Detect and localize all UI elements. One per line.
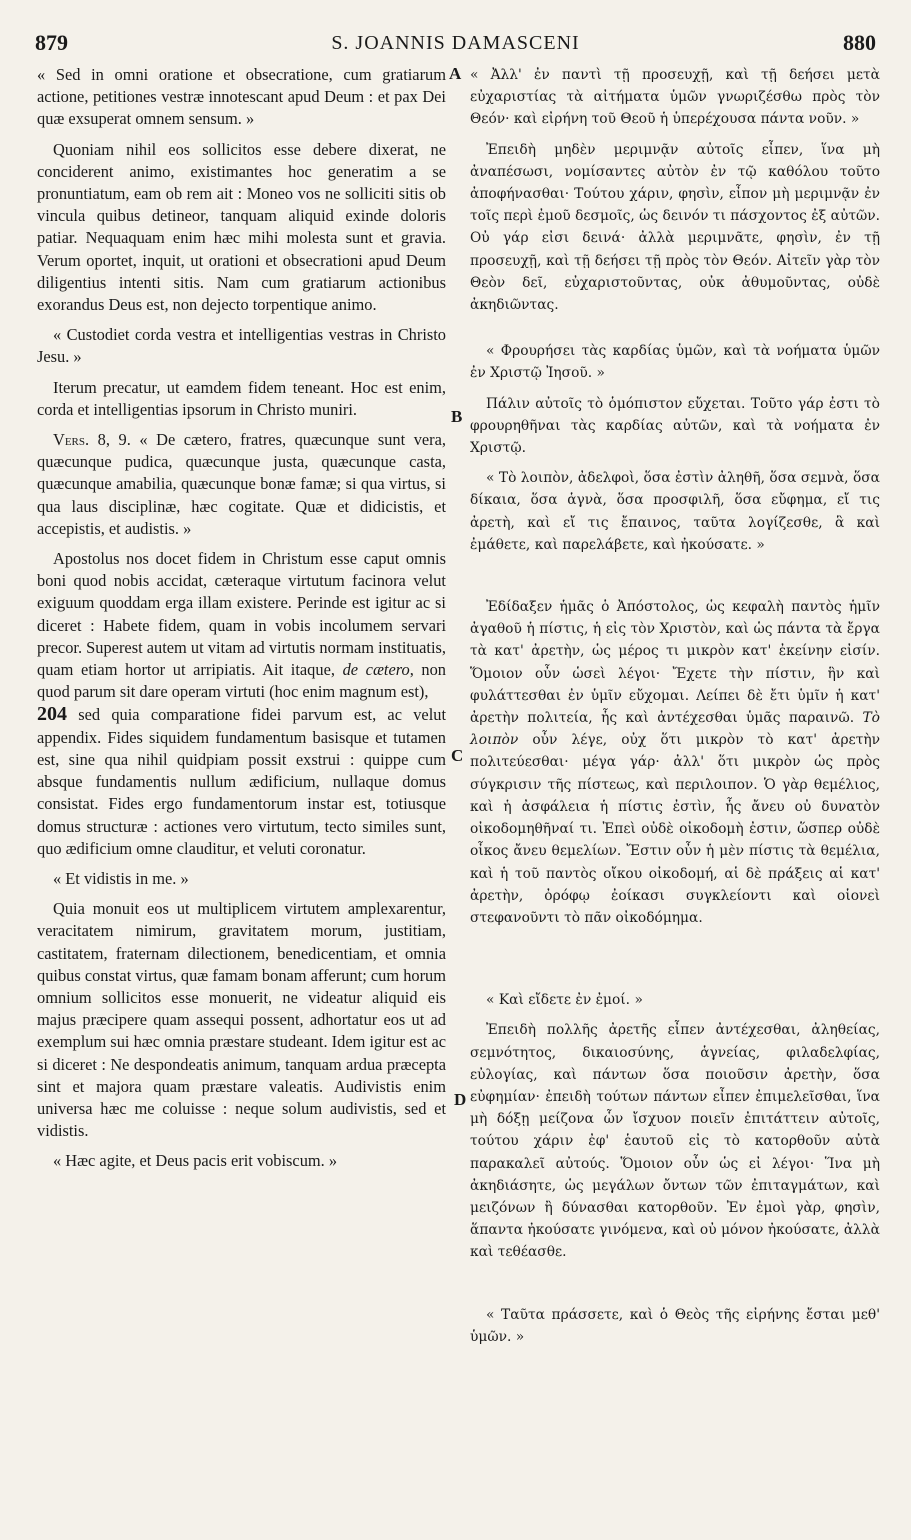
greek-paragraph: [470, 596, 880, 929]
greek-paragraph: « Φρουρήσει τὰς καρδίας ὑμῶν, καὶ τὰ νοήματα ὑμῶν ἐν Χριστῷ Ἰησοῦ. »: [470, 343, 880, 382]
greek-column: [470, 64, 880, 1356]
greek-paragraph: « Ταῦτα πράσσετε, καὶ ὁ Θεὸς τῆς εἰρήνης ἔσται μεθ' ὑμῶν. »: [470, 1306, 880, 1345]
margin-marker-c: C: [451, 746, 464, 765]
latin-verse-text: « De cætero, fratres, quæcunque sunt vera, quæcunque pudica, quæcunque justa, quæcunque casta, quæcunque amabilia, quæcunque bonæ famæ; si qua virtus, si qua laus disciplinæ, hæc cogitate. Quæ et didicistis, et accepistis, et audistis. »: [37, 430, 446, 538]
latin-italic: de cætero: [342, 660, 410, 680]
running-header: [35, 30, 876, 60]
running-title: S. JOANNIS DAMASCENI: [331, 32, 580, 54]
latin-paragraph: Quia monuit eos ut multiplicem virtutem amplexarentur, veracitatem nimirum, gravitatem morum, justitiam, castitatem, fraternam dilectionem, benedicentiam, et omnia quibus constat virtus, quæ famam bonam afferunt; cum horum omnium sollicitos esse monuerit, ne videatur aliquid eis majus præcipere quam assequi possent, adhortatur eos ut ad exemplum sui hæc omnia præstare studeant. Idem igitur est ac si diceret : Ne despondeatis animum, tanquam ardua præcepta sint et majora quam præstare valeatis. Audivistis enim universa hæc me coluisse : neque solum audivistis, sed et vidistis.: [37, 899, 446, 1141]
latin-paragraph: « Hæc agite, et Deus pacis erit vobiscum. »: [53, 1151, 338, 1171]
latin-text: sed quia comparatione fidei parvum est, ac velut appendix. Fides siquidem fundamentum basisque et tutamen est, sine qua nihil quidpiam possit exstrui : quippe cum absque fundamentis nullum ædificium, nullaque domus consistat. Fides ergo fundamentorum instar est, totiusque domus structuræ : actiones vero virtutum, tecto similes sunt, quo ædificium omne clauditur, et veluti coronatur.: [37, 705, 446, 858]
page-number-right: 880: [843, 30, 876, 55]
latin-paragraph: Quoniam nihil eos sollicitos esse debere dixerat, ne conciderent animo, existimantes hoc generatim a se pronuntiatum, eam ob rem ait : Moneo vos ne solliciti sitis ob vincula quibus detineor, tanquam aliquid exinde doloris patiar. Nequaquam enim hæc mihi molesta sunt et gravia. Verum oportet, inquit, ut orationi et obsecrationi apud Deum diligentius intenti sitis. Nam cum gratiarum actionibus exorandus Deus est, non dejecto torpentique animo.: [37, 139, 446, 315]
column-number: 204: [37, 703, 67, 726]
greek-paragraph: Ἐπειδὴ μηδὲν μεριμνᾷν αὐτοῖς εἶπεν, ἵνα μὴ ἀναπέσωσι, νομίσαντες αὐτὸν ἐν τῷ καθόλου τοῦτο ἀποφήνασθαι· Τούτου χάριν, φησὶν, εἶπον μὴ μεριμνᾷν ἐν τοῖς περὶ ἐμοῦ δεσμοῖς, ὡς δεινόν τι πάσχοντος ἐξ αὐτῶν. Οὐ γάρ εἰσι δεινά· ἀλλὰ μεριμνᾶτε, φησὶν, ἐν τῇ προσευχῇ, καὶ τῇ δεήσει τῇ πρὸς τὸν Θεόν. Αἰτεῖν γὰρ τὸν Θεὸν δεῖ, εὐχαριστοῦντας, οὐκ ἀθυμοῦντας, οὐδὲ ἀκηδιῶντας.: [470, 141, 880, 314]
greek-text: οὖν λέγε, οὐχ ὅτι μικρὸν τὸ κατ' ἀρετὴν πολιτεύεσθαι· μέγα γάρ· ἀλλ' ὅτι μικρὸν ὡς πρὸς σύγκρισιν τῆς πίστεως, καὶ περιλοιπον. Ὁ γὰρ θεμέλιος, καὶ ἡ ἀσφάλεια ἡ πίστις ἐστὶν, ἧς ἄνευ οὐ δυνατὸν οἰκοδομηθῆναί τι. Ἐπεὶ οὐδὲ οἰκοδομὴ ἐστιν, ὥσπερ οὐδὲ οἶκος ἄνευ θεμελίων. Ἔστιν οὖν ἡ μὲν πίστις τὰ θεμέλια, καὶ ἡ τοῦ παντὸς οἴκου οἰκοδομή, αἱ δὲ πράξεις αἱ κατ' ἀρετὴν, ὀρόφῳ ἐοίκασι συγκλείοντι καὶ οἱονεὶ στεφανοῦντι τὸ πᾶν οἰκοδόμημα.: [470, 732, 880, 926]
margin-marker-b: B: [451, 407, 463, 426]
latin-paragraph: « Et vidistis in me. »: [53, 868, 189, 888]
greek-paragraph: Ἐπειδὴ πολλῆς ἀρετῆς εἶπεν ἀντέχεσθαι, ἀληθείας, σεμνότητος, δικαιοσύνης, ἁγνείας, φιλαδελφίας, εὐλογίας, καὶ πάντων ὅσα ποιοῦσιν ἀρετὴν, ὅσα εὐφημίαν· ἐπειδὴ τούτων πάντων εἶπεν ἐπιμελεῖσθαι, ἵνα μὴ δόξῃ μείζονα ὧν ἴσχυον ποιεῖν ἐπιτάττειν αὐτοῖς, τούτου χάριν ἐφ' ἑαυτοῦ εἰς τὸ κατορθοῦν αὐτὰ παρακαλεῖ αὐτούς. Ὅμοιον οὖν ὡς εἰ λέγοι· Ἵνα μὴ ἀκηδιάσητε, ὡς μεγάλων ὄντων τῶν ἐπιταγμάτων, καὶ μειζόνων ἢ δύνασθαι κατορθοῦν. Ἐν ἐμοὶ γὰρ, φησὶν, ἅπαντα ἠκούσατε γινόμενα, καὶ οὐ μόνον ἠκούσατε, ἀλλὰ καὶ τεθέασθε.: [470, 1022, 880, 1261]
latin-text: Apostolus nos docet fidem in Christum esse caput omnis boni quod nobis accidat, cæteraque virtutum facinora velut exiguum quoddam erga illam existere. Perinde est igitur ac si diceret : Habete fidem, quam in vobis incolumem servari precor. Superest autem ut vitam ad virtutis normam instituatis, quam etiam hortor ut arripiatis. Ait itaque,: [37, 549, 446, 680]
greek-italic: Τὸ λοιπὸν: [470, 710, 880, 749]
margin-marker-a: A: [449, 64, 462, 83]
latin-paragraph: [37, 429, 446, 540]
latin-paragraph: « Sed in omni oratione et obsecratione, cum gratiarum actione, petitiones vestræ innotescant apud Deum : et pax Dei quæ exsuperat omnem sensum. »: [37, 65, 446, 129]
page-number-left: 879: [35, 30, 68, 55]
greek-paragraph: « Ἀλλ' ἐν παντὶ τῇ προσευχῇ, καὶ τῇ δεήσει μετὰ εὐχαριστίας τὰ αἰτήματα ὑμῶν γνωριζέσθω πρὸς τὸν Θεόν· καὶ εἰρήνη τοῦ Θεοῦ ἡ ὑπερέχουσα πάντα νοῦν. »: [470, 67, 880, 128]
greek-paragraph: Πάλιν αὐτοῖς τὸ ὁμόπιστον εὔχεται. Τοῦτο γάρ ἐστι τὸ φρουρηθῆναι τὰς καρδίας αὐτῶν, καὶ τὰ νοήματα ἐν Χριστῷ.: [470, 395, 880, 457]
greek-paragraph: « Τὸ λοιπὸν, ἀδελφοὶ, ὅσα ἐστὶν ἀληθῆ, ὅσα σεμνὰ, ὅσα δίκαια, ὅσα ἁγνὰ, ὅσα προσφιλῆ, ὅσα εὔφημα, εἴ τις ἀρετὴ, καὶ εἴ τις ἔπαινος, ταῦτα λογίζεσθε, ἃ καὶ ἐμάθετε, καὶ παρελάβετε, καὶ ἠκούσατε. »: [470, 470, 880, 553]
greek-paragraph: « Καὶ εἴδετε ἐν ἐμοί. »: [486, 992, 643, 1009]
latin-column: [37, 64, 446, 1181]
latin-paragraph: [37, 548, 446, 860]
latin-paragraph: « Custodiet corda vestra et intelligentias vestras in Christo Jesu. »: [37, 325, 446, 367]
greek-text: Ἐδίδαξεν ἡμᾶς ὁ Ἀπόστολος, ὡς κεφαλὴ παντὸς ἡμῖν ἀγαθοῦ ἡ πίστις, ἡ εἰς τὸν Χριστὸν, καὶ ὡς πάντα τὰ ἔργα τὰ κατ' ἀρετὴν, ὡς μέρος τι μικρὸν κατ' ἐκείνην εἰσίν. Ὅμοιον οὖν ὡσεὶ λέγοι· Ἔχετε τὴν πίστιν, ἣν καὶ φυλάττεσθαι ἐν ὑμῖν εὔχομαι. Λείπει δὲ ἔτι ὑμῖν ἡ κατ' ἀρετὴν πολιτεία, ἧς καὶ ἀντέχεσθαι ὑμᾶς παραινῶ.: [470, 599, 880, 727]
margin-marker-d: D: [454, 1090, 467, 1109]
latin-paragraph: Iterum precatur, ut eamdem fidem teneant. Hoc est enim, corda et intelligentias ipsorum in Christo muniri.: [37, 377, 446, 419]
verse-reference: Vers. 8, 9.: [53, 430, 131, 450]
latin-text: , non quod parum sit dare operam virtuti (hoc enim magnum est),: [37, 660, 446, 702]
